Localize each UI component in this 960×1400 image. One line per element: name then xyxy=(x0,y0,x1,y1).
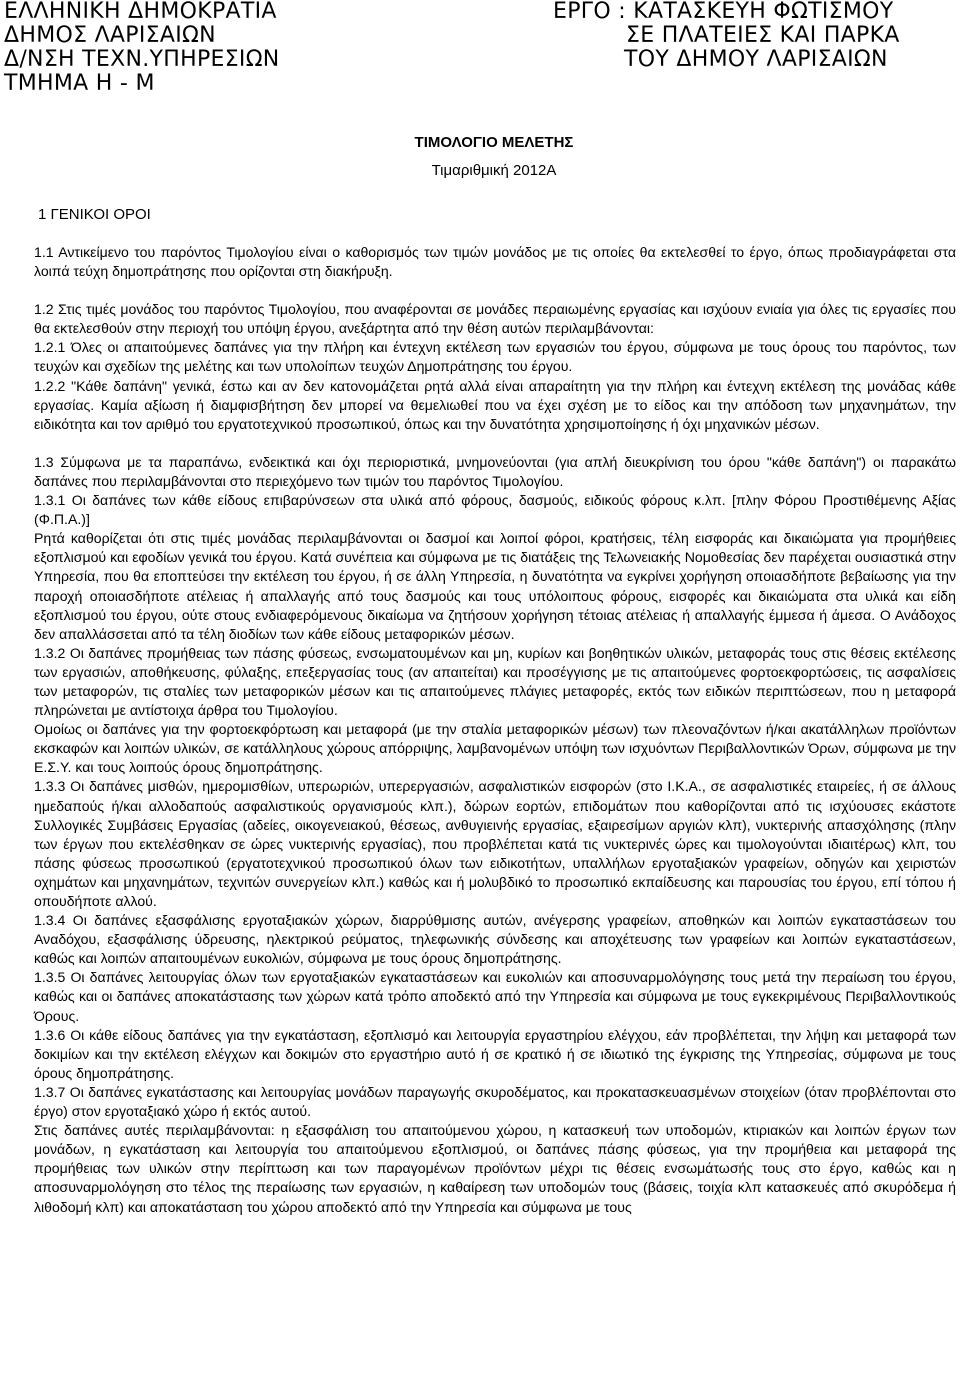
header-left-line: ΕΛΛΗΝΙΚΗ ΔΗΜΟΚΡΑΤΙΑ xyxy=(4,0,277,24)
paragraph: Ρητά καθορίζεται ότι στις τιμές μονάδας περιλαμβάνονται οι δασμοί και λοιποί φόροι, κρατήσεις, τέλη εισφοράς και δικαιώματα για προμήθειες εξοπλισμού και εφοδίων γενικά του έργου. Κατά συνέπεια και σύμφωνα με τις διατάξεις της Τελωνειακής Νομοθεσίας δεν παρέχεται ουσιαστικά στην Υπηρεσία, που θα εποπτεύσει την εκτέλεση του έργου, ή σε άλλη Υπηρεσία, η δυνατότητα να εγκρίνει χορήγηση οποιασδήποτε βεβαίωσης για την παροχή οποιασδήποτε ατέλειας ή απαλλαγής από τους δασμούς και τους υπόλοιπους φόρους, εισφορές και δικαιώματα στα υλικά και είδη εξοπλισμού του έργου, ούτε στους ενδιαφερόμενους δικαίωμα να ζητήσουν χορήγηση τέτοιας ατέλειας ή απαλλαγής έμμεσα ή άμεσα. Ο Ανάδοχος δεν απαλλάσσεται από τα τέλη διοδίων των κάθε είδους μεταφορικών μέσων. xyxy=(34,530,956,642)
paragraph: 1.3 Σύμφωνα με τα παραπάνω, ενδεικτικά και όχι περιοριστικά, μνημονεύονται (για απλή διευκρίνιση του όρου "κάθε δαπάνη") οι παρακάτω δαπάνες που περιλαμβάνονται στο περιεχόμενο των τιμών του παρόντος Τιμολογίου. xyxy=(34,453,956,489)
paragraph: 1.3.3 Οι δαπάνες μισθών, ημερομισθίων, υπερωριών, υπερεργασιών, ασφαλιστικών εισφορών (στο Ι.Κ.Α., σε ασφαλιστικές εταιρείες, ή σε άλλους ημεδαπούς ή/και αλλοδαπούς ασφαλιστικούς οργανισμούς κλπ.), δώρων εορτών, επιδομάτων που καθορίζονται από τις ισχύουσες εκάστοτε Συλλογικές Συμβάσεις Εργασίας (αδείες, οικογενειακού, θέσεως, ανθυγιεινής εργασίας, εξαιρεσίμων αργιών κλπ), νυκτερινής απασχόλησης (πλην των έργων που εκτελέσθηκαν σε ώρες νυκτερινής εργασίας), που προβλέπεται κατά τις νυκτερινές ώρες και τιμολογούνται ιδιαιτέρως) κλπ, του πάσης φύσεως προσωπικού (εργατοτεχνικού προσωπικού όλων των ειδικοτήτων, υπαλλήλων εργοταξιακών γραφείων, οδηγών και χειριστών οχημάτων και μηχανημάτων, τεχνιτών συνεργείων κλπ.) καθώς και ή μολυβδικό το προσωπικό εκπαίδευσης και παρουσίας του έργου, επί τόπου ή οπουδήποτε αλλού. xyxy=(34,778,956,909)
paragraph: 1.3.7 Οι δαπάνες εγκατάστασης και λειτουργίας μονάδων παραγωγής σκυροδέματος, και προκατασκευασμένων στοιχείων (όταν προβλέπονται στο έργο) στον εργοταξιακό χώρο ή εκτός αυτού. xyxy=(34,1083,956,1120)
paragraph: Ομοίως οι δαπάνες για την φορτοεκφόρτωση και μεταφορά (με την σταλία μεταφορικών μέσων) των πλεοναζόντων ή/και ακατάλληλων προϊόντων εκσκαφών και λοιπών υλικών, σε κατάλληλους χώρους απόρριψης, λαμβανομένων υπόψη των ισχυόντων Περιβαλλοντικών Όρων, σύμφωνα με την Ε.Σ.Υ. και τους λοιπούς όρους δημοπράτησης. xyxy=(34,721,956,776)
paragraph: 1.3.4 Οι δαπάνες εξασφάλισης εργοταξιακών χώρων, διαρρύθμισης αυτών, ανέγερσης γραφείων, αποθηκών και λοιπών εγκαταστάσεων του Αναδόχου, εξασφάλισης ύδρευσης, ηλεκτρικού ρεύματος, τηλεφωνικής σύνδεσης και αποχέτευσης των γραφείων και λοιπών εγκαταστάσεων, καθώς και λοιπών απαιτουμένων ευκολιών, σύμφωνα με τους όρους δημοπράτησης. xyxy=(34,912,956,967)
document-subtitle: Τιμαριθμική 2012Α xyxy=(431,162,557,179)
document-body xyxy=(34,243,956,1217)
paragraph: Στις δαπάνες αυτές περιλαμβάνονται: η εξασφάλιση του απαιτούμενου χώρου, η κατασκευή των υποδομών, κτιριακών και λοιπών έργων των μονάδων, η εγκατάσταση και λειτουργία του απαιτούμενου εξοπλισμού, οι δαπάνες πάσης φύσεως, για την προμήθεια και μεταφορά της προμήθειας των υλικών στην περίπτωση και των παραγομένων προϊόντων μέχρι τις θέσεις ενσωμάτωσής τους στο έργο, καθώς και η αποσυναρμολόγηση στο τέλος της περαίωσης των εργασιών, η καθαίρεση των υποδομών τους (βάσεις, τοιχία κλπ κατασκευές από σκυρόδεμα ή λιθοδομή κλπ) και αποκατάσταση του χώρου αποδεκτό από την Υπηρεσία και σύμφωνα με τους xyxy=(34,1122,956,1215)
section-heading: 1 ΓΕΝΙΚΟΙ ΟΡΟΙ xyxy=(38,206,151,223)
header-left-block xyxy=(4,0,280,96)
paragraph: 1.2 Στις τιμές μονάδος του παρόντος Τιμολογίου, που αναφέρονται σε μονάδες περαιωμένης εργασίας και ισχύουν ενιαία για όλες τις εργασίες που θα εκτελεσθούν στην περιοχή του υπόψη έργου, ανεξάρτητα από την θέση αυτών περιλαμβάνονται: xyxy=(34,301,956,337)
header-right-line: ΕΡΓΟ : ΚΑΤΑΣΚΕΥΗ ΦΩΤΙΣΜΟΥ xyxy=(553,0,894,24)
paragraph: 1.3.5 Οι δαπάνες λειτουργίας όλων των εργοταξιακών εγκαταστάσεων και ευκολιών και αποσυναρμολόγησης τους μετά την περαίωση του έργου, καθώς και οι δαπάνες αποκατάστασης των χώρων κατά τρόπο αποδεκτό από την Υπηρεσία και σύμφωνα με τους εγκεκριμένους Περιβαλλοντικούς Όρους. xyxy=(34,969,956,1024)
paragraph: 1.1 Αντικείμενο του παρόντος Τιμολογίου είναι ο καθορισμός των τιμών μονάδος με τις οποίες θα εκτελεσθεί το έργο, όπως προδιαγράφεται στα λοιπά τεύχη δημοπράτησης που ορίζονται στη διακήρυξη. xyxy=(34,244,956,280)
header-left-line: ΔΗΜΟΣ ΛΑΡΙΣΑΙΩΝ xyxy=(4,23,216,48)
header-left-line: ΤΜΗΜΑ Η - Μ xyxy=(4,71,155,96)
paragraph: 1.2.1 Όλες οι απαιτούμενες δαπάνες για την πλήρη και έντεχνη εκτέλεση των εργασιών του έργου, σύμφωνα με τους όρους του παρόντος, των τευχών και σχεδίων της μελέτης και των υπολοίπων τευχών Δημοπράτησης του έργου. xyxy=(34,339,956,375)
paragraph: 1.3.2 Οι δαπάνες προμήθειας των πάσης φύσεως, ενσωματουμένων και μη, κυρίων και βοηθητικών υλικών, μεταφοράς τους στις θέσεις εκτέλεσης των εργασιών, αποθήκευσης, φύλαξης, επεξεργασίας τους (αν απαιτείται) και προσέγγισης με τις απαιτούμενες φορτοεκφορτώσεις, τις ασφαλίσεις των μεταφορών, τις σταλίες των μεταφορικών μέσων και τις απαιτούμενες πλάγιες μεταφορές, εκτός των ειδικών περιπτώσεων, που η μεταφορά πληρώνεται με αντίστοιχα άρθρα του Τιμολογίου. xyxy=(34,644,956,719)
paragraph-gap xyxy=(34,281,956,300)
header-right-line: ΣΕ ΠΛΑΤΕΙΕΣ ΚΑΙ ΠΑΡΚΑ xyxy=(626,23,900,48)
header-right-block xyxy=(553,0,900,72)
header-left-line: Δ/ΝΣΗ ΤΕΧΝ.ΥΠΗΡΕΣΙΩΝ xyxy=(4,47,280,72)
paragraph: 1.3.6 Οι κάθε είδους δαπάνες για την εγκατάσταση, εξοπλισμό και λειτουργία εργαστηρίου ελέγχου, εάν προβλέπεται, την λήψη και μεταφορά των δοκιμίων και την εκτέλεση ελέγχων και δοκιμών στο εργαστήριο αυτό ή σε κρατικό ή σε ιδιωτικό της έγκρισης της Υπηρεσίας, σύμφωνα με τους όρους δημοπράτησης. xyxy=(34,1026,956,1081)
paragraph-gap xyxy=(34,434,956,453)
header-right-line: ΤΟΥ ΔΗΜΟΥ ΛΑΡΙΣΑΙΩΝ xyxy=(624,47,888,72)
paragraph: 1.2.2 "Κάθε δαπάνη" γενικά, έστω και αν δεν κατονομάζεται ρητά αλλά είναι απαραίτητη για την πλήρη και έντεχνη εκτέλεση της μονάδας κάθε εργασίας. Καμία αξίωση ή διαμφισβήτηση δεν μπορεί να θεμελιωθεί που να έχει σχέση με το είδος και την απόδοση των μηχανημάτων, την ειδικότητα και τον αριθμό του εργατοτεχνικού προσωπικού, όπως και την δυνατότητα χρησιμοποίησης ή όχι μηχανικών μέσων. xyxy=(34,377,956,432)
paragraph: 1.3.1 Οι δαπάνες των κάθε είδους επιβαρύνσεων στα υλικά από φόρους, δασμούς, ειδικούς φόρους κ.λπ. [πλην Φόρου Προστιθέμενης Αξίας (Φ.Π.Α.)] xyxy=(34,492,956,528)
document-title: ΤΙΜΟΛΟΓΙΟ ΜΕΛΕΤΗΣ xyxy=(414,134,574,151)
